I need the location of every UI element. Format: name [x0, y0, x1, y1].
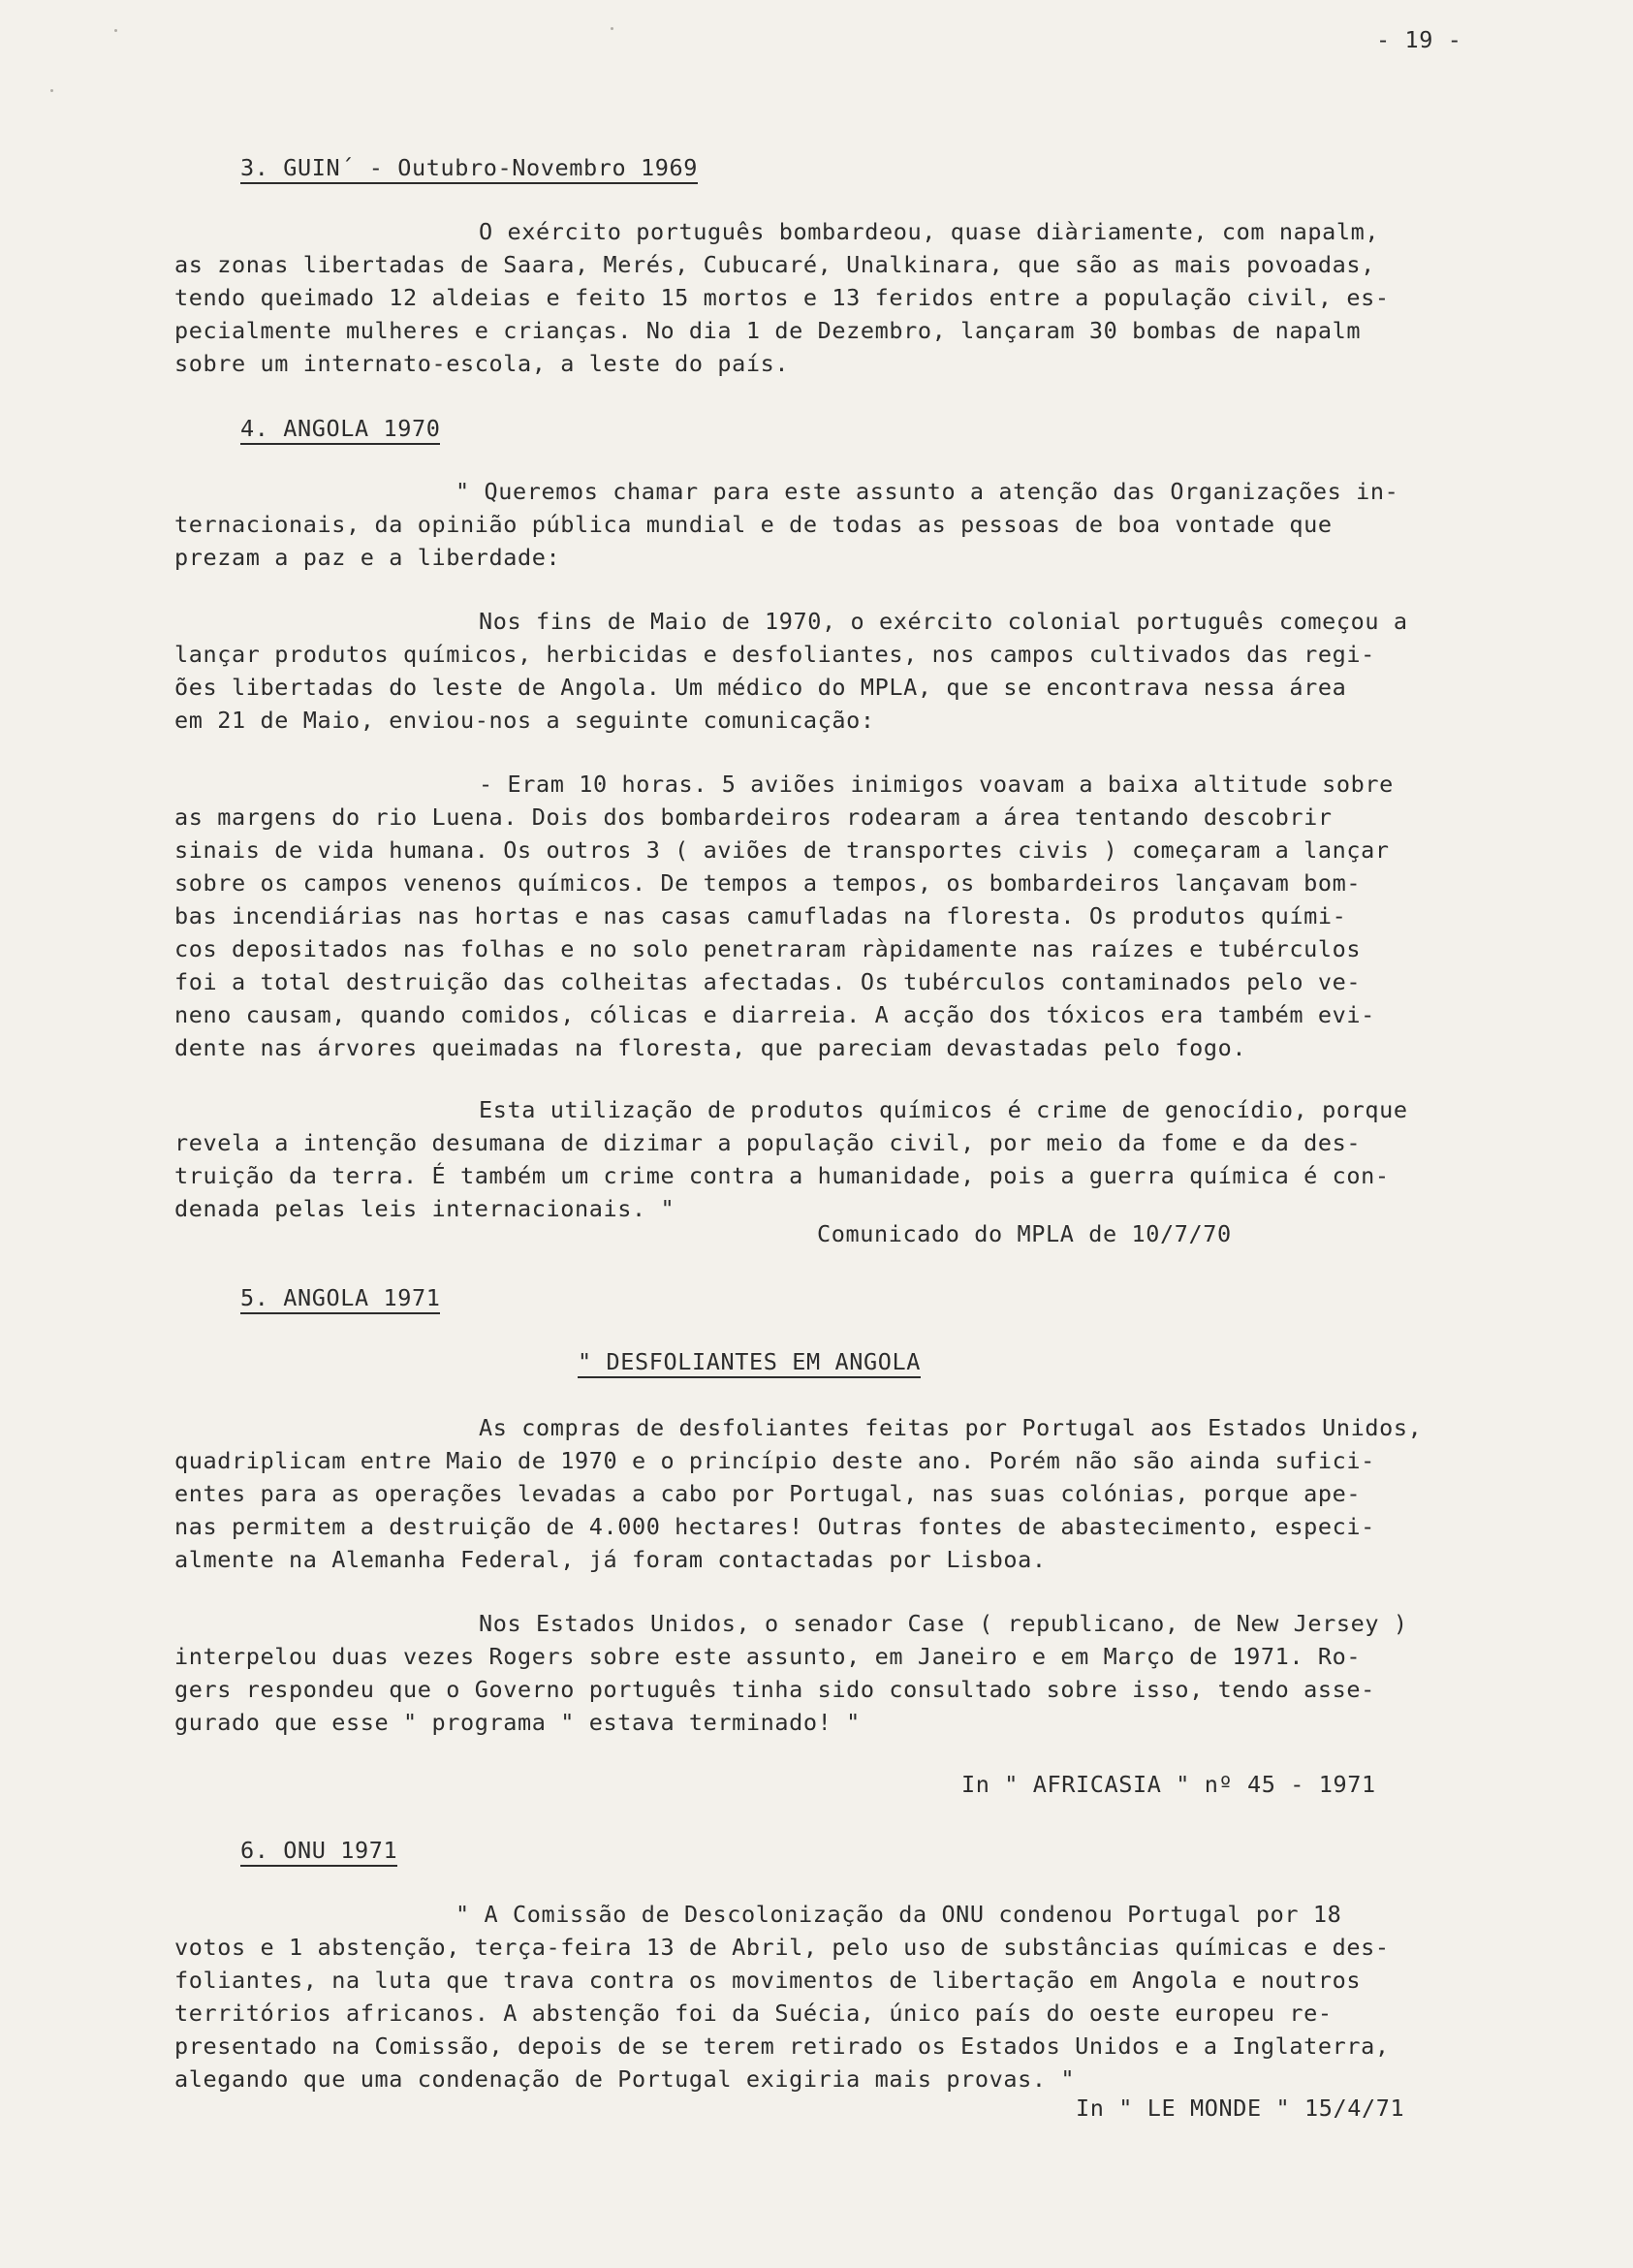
paper-speck [611, 27, 613, 30]
section-3-line: sobre um internato-escola, a leste do país. [174, 350, 790, 377]
paragraph-line: truição da terra. É também um crime contra a humanidade, pois a guerra química é con- [174, 1162, 1390, 1189]
paragraph-line: as margens do rio Luena. Dois dos bombardeiros rodearam a área tentando descobrir [174, 803, 1333, 831]
paper-speck [114, 29, 117, 32]
section-3-line: tendo queimado 12 aldeias e feito 15 mortos e 13 feridos entre a população civil, es- [174, 284, 1390, 311]
paragraph-line: territórios africanos. A abstenção foi da Suécia, único país do oeste europeu re- [174, 2000, 1333, 2027]
paragraph-line: foi a total destruição das colheitas afectadas. Os tubérculos contaminados pelo ve- [174, 968, 1362, 995]
section-6-heading [240, 1834, 397, 1867]
paragraph-line: cos depositados nas folhas e no solo penetraram ràpidamente nas raízes e tubérculos [174, 935, 1362, 962]
paragraph-line: bas incendiárias nas hortas e nas casas camufladas na floresta. Os produtos quími- [174, 902, 1347, 929]
quote-line: prezam a paz e a liberdade: [174, 544, 561, 571]
paragraph-line: gers respondeu que o Governo português tinha sido consultado sobre isso, tendo asse- [174, 1676, 1375, 1703]
section-5-subheading [578, 1345, 921, 1378]
section-6-heading-text: 6. ONU 1971 [240, 1837, 397, 1867]
section-5-heading-text: 5. ANGOLA 1971 [240, 1284, 440, 1314]
section-4-heading [240, 412, 440, 445]
paragraph-line: foliantes, na luta que trava contra os movimentos de libertação em Angola e noutros [174, 1967, 1362, 1994]
paragraph-line: gurado que esse " programa " estava terminado! " [174, 1709, 861, 1736]
quote-line: ternacionais, da opinião pública mundial e de todas as pessoas de boa vontade que [174, 511, 1333, 538]
paragraph-line: Nos fins de Maio de 1970, o exército colonial português começou a [479, 608, 1408, 635]
paragraph-line: As compras de desfoliantes feitas por Portugal aos Estados Unidos, [479, 1414, 1423, 1441]
paragraph-line: lançar produtos químicos, herbicidas e desfoliantes, nos campos cultivados das regi- [174, 641, 1375, 668]
paper-speck [50, 89, 53, 92]
paragraph-line: dente nas árvores queimadas na floresta, que pareciam devastadas pelo fogo. [174, 1034, 1247, 1061]
paragraph-line: alegando que uma condenação de Portugal exigiria mais provas. " [174, 2065, 1076, 2093]
paragraph-line: sinais de vida humana. Os outros 3 ( aviões de transportes civis ) começaram a lançar [174, 836, 1390, 864]
paragraph-line: revela a intenção desumana de dizimar a população civil, por meio da fome e da des- [174, 1129, 1362, 1156]
paragraph-line: Nos Estados Unidos, o senador Case ( republicano, de New Jersey ) [479, 1610, 1408, 1637]
paragraph-line: ões libertadas do leste de Angola. Um médico do MPLA, que se encontrava nessa área [174, 674, 1347, 701]
section-5-subheading-text: " DESFOLIANTES EM ANGOLA [578, 1348, 921, 1378]
paragraph-line: votos e 1 abstenção, terça-feira 13 de Abril, pelo uso de substâncias químicas e des- [174, 1934, 1390, 1961]
paragraph-line: nas permitem a destruição de 4.000 hectares! Outras fontes de abastecimento, especi- [174, 1513, 1375, 1540]
section-5-heading [240, 1281, 440, 1314]
paragraph-line: " A Comissão de Descolonização da ONU condenou Portugal por 18 [455, 1901, 1342, 1928]
paragraph-line: denada pelas leis internacionais. " [174, 1195, 675, 1222]
source-citation: In " LE MONDE " 15/4/71 [1076, 2095, 1405, 2122]
page-number: - 19 - [1376, 26, 1462, 53]
paragraph-line: - Eram 10 horas. 5 aviões inimigos voavam a baixa altitude sobre [479, 771, 1394, 798]
section-3-line: as zonas libertadas de Saara, Merés, Cubucaré, Unalkinara, que são as mais povoadas, [174, 251, 1375, 278]
section-3-line: pecialmente mulheres e crianças. No dia 1 de Dezembro, lançaram 30 bombas de napalm [174, 317, 1362, 344]
paragraph-line: neno causam, quando comidos, cólicas e diarreia. A acção dos tóxicos era também evi- [174, 1001, 1375, 1028]
paragraph-line: quadriplicam entre Maio de 1970 e o princípio deste ano. Porém não são ainda sufici- [174, 1447, 1375, 1474]
section-3-heading-text: 3. GUIN´ - Outubro-Novembro 1969 [240, 154, 698, 184]
quote-line: " Queremos chamar para este assunto a atenção das Organizações in- [455, 478, 1399, 505]
paragraph-line: interpelou duas vezes Rogers sobre este assunto, em Janeiro e em Março de 1971. Ro- [174, 1643, 1362, 1670]
paragraph-line: entes para as operações levadas a cabo por Portugal, nas suas colónias, porque ape- [174, 1480, 1362, 1507]
paragraph-line: Esta utilização de produtos químicos é crime de genocídio, porque [479, 1096, 1408, 1123]
paragraph-line: em 21 de Maio, enviou-nos a seguinte comunicação: [174, 707, 875, 734]
section-3-heading [240, 151, 698, 184]
paragraph-line: sobre os campos venenos químicos. De tempos a tempos, os bombardeiros lançavam bom- [174, 869, 1362, 897]
source-citation: Comunicado do MPLA de 10/7/70 [817, 1220, 1232, 1247]
section-3-line: O exército português bombardeou, quase diàriamente, com napalm, [479, 218, 1380, 245]
section-4-heading-text: 4. ANGOLA 1970 [240, 415, 440, 445]
source-citation: In " AFRICASIA " nº 45 - 1971 [961, 1771, 1376, 1798]
paragraph-line: almente na Alemanha Federal, já foram contactadas por Lisboa. [174, 1546, 1047, 1573]
paragraph-line: presentado na Comissão, depois de se terem retirado os Estados Unidos e a Inglaterra, [174, 2032, 1390, 2060]
